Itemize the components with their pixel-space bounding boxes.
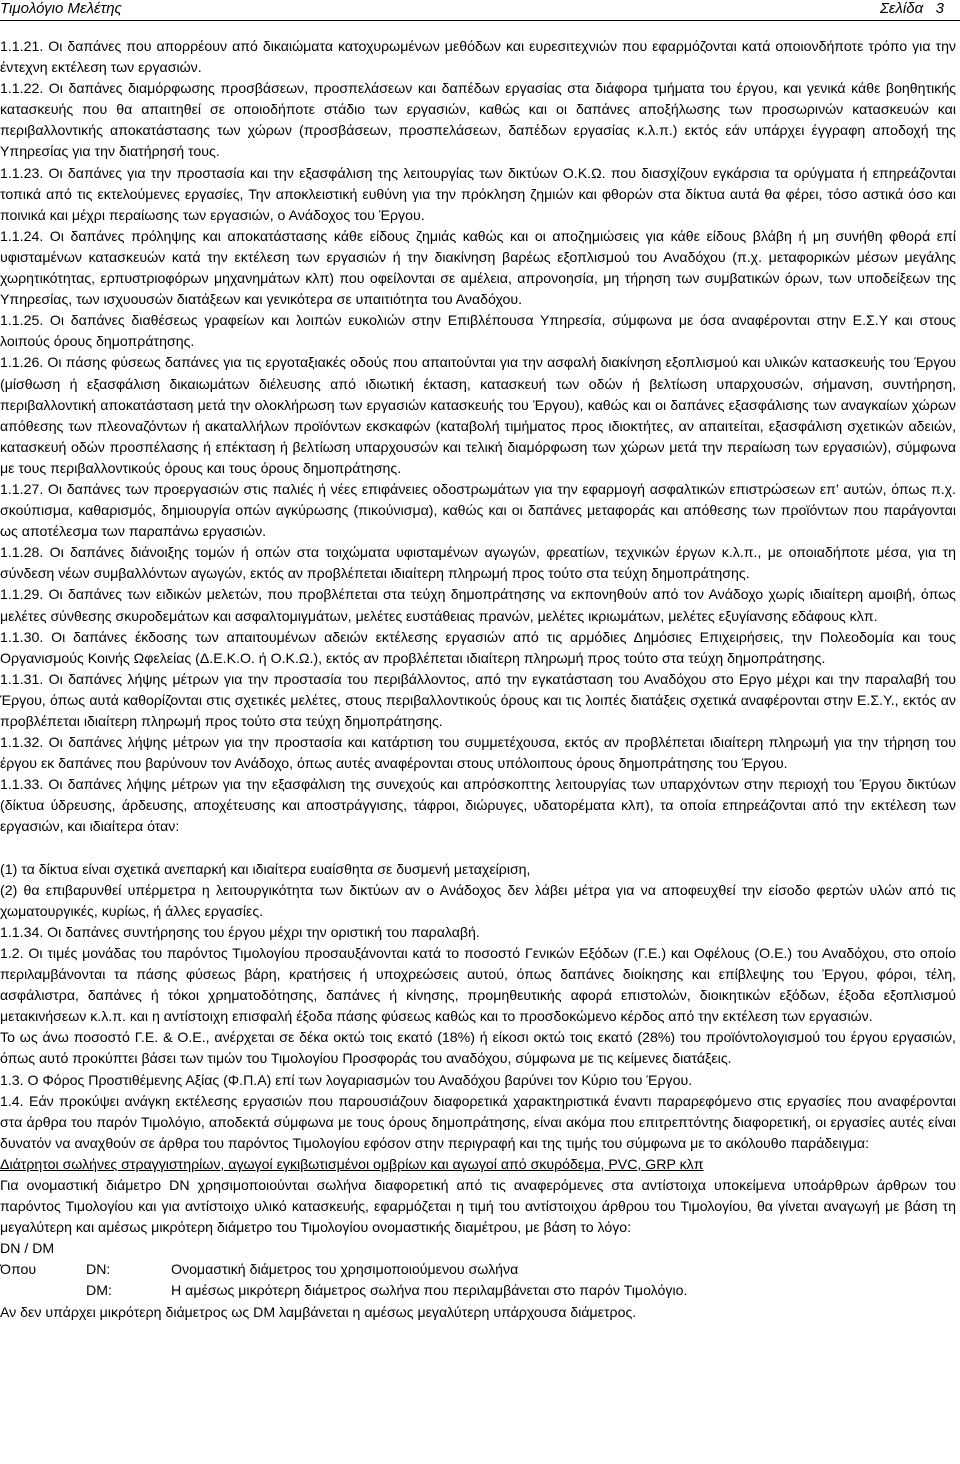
document-title: Τιμολόγιο Μελέτης [0, 0, 122, 17]
paragraph-1-3: 1.3. Ο Φόρος Προστιθέμενης Αξίας (Φ.Π.Α) επί των λογαριασμών του Αναδόχου βαρύνει τον Κύριο του Έργου. [0, 1071, 693, 1088]
paragraph-1-1-22: 1.1.22. Οι δαπάνες διαμόρφωσης προσβάσεων, προσπελάσεων και δαπέδων εργασίας στα διάφορα τμήματα του έργου, και γενικά κάθε βοηθητικής κατασκευής που θα απαιτηθεί σε οποιοδήποτε στάδιο των εργασιών, καθώς και οι δαπάνες αποξήλωσης των προσωρινών κατασκευών και περιβαλλοντικής αποκατάστασης των χώρων (προσβάσεων, προσπελάσεων, δαπέδων εργασίας κ.λ.π.) εκτός εάν υπάρχει έγγραφη αποδοχή της Υπηρεσίας για την διατήρησή τους. [0, 80, 956, 160]
example-heading [0, 1154, 956, 1175]
definition-symbol: DN: [86, 1261, 111, 1278]
example-body: Για ονομαστική διάμετρο DN χρησιμοποιούνται σωλήνα διαφορετική από τις αναφερόμενες στα αντίστοιχα υποκείμενα υποάρθρων άρθρων του παρόντος Τιμολογίου και για αντίστοιχο υλικό κατασκευής, εφαρμόζεται η τιμή του αντίστοιχου άρθρου του Τιμολογίου, θα γίνεται αναγωγή με βάση τη μεγαλύτερη και αμέσως μικρότερη διάμετρο του Τιμολογίου ονομαστικής διαμέτρου, με βάση το λόγο: [0, 1176, 956, 1236]
page-indicator [880, 0, 944, 18]
paragraph-1-1-21: 1.1.21. Οι δαπάνες που απορρέουν από δικαιώματα κατοχυρωμένων μεθόδων και ευρεσιτεχνιών που εφαρμόζονται κατά οποιονδήποτε τρόπο για την έντεχνη εκτέλεση των εργασιών. [0, 38, 956, 76]
paragraph-1-1-32: 1.1.32. Οι δαπάνες λήψης μέτρων για την προστασία και κατάρτιση του συμμετέχουσα, εκτός αν προβλέπεται ιδιαίτερη πληρωμή για την τήρηση του έργου εκ δαπάνες που βαρύνουν τον Ανάδοχο, όπως αυτές αναφέρονται στους υπόλοιπους όρους δημοπράτησης του Έργου. [0, 734, 956, 772]
paragraph-1-1-28: 1.1.28. Οι δαπάνες διάνοιξης τομών ή οπών στα τοιχώματα υφισταμένων αγωγών, φρεατίων, τεχνικών έργων κ.λ.π., με οποιαδήποτε μέσα, για τη σύνδεση νέων συμβαλλόντων αγωγών, εκτός αν προβλέπεται ιδιαίτερη πληρωμή προς τούτο στα τεύχη δημοπράτησης. [0, 544, 956, 582]
example-heading-text: Διάτρητοι σωλήνες στραγγιστηρίων, αγωγοί εγκιβωτισμένοι ομβρίων και αγωγοί από σκυρόδεμα, PVC, GRP κλπ [0, 1155, 704, 1172]
paragraph-1-1-31: 1.1.31. Οι δαπάνες λήψης μέτρων για την προστασία του περιβάλλοντος, από την εγκατάσταση του Αναδόχου στο Εργο μέχρι και την παραλαβή του Έργου, όπως αυτά καθορίζονται στις σχετικές μελέτες, στους περιβαλλοντικούς όρους και τις λοιπές διατάξεις σχετικά αναφέρονται στην Ε.Σ.Υ., εκτός αν προβλέπεται ιδιαίτερη πληρωμή προς τούτο στα τεύχη δημοπράτησης. [0, 670, 956, 729]
paragraph-1-1-34: 1.1.34. Οι δαπάνες συντήρησης του έργου μέχρι την οριστική του παραλαβή. [0, 923, 480, 940]
closing-sentence: Αν δεν υπάρχει μικρότερη διάμετρος ως DM λαμβάνεται η αμέσως μεγαλύτερη υπάρχουσα διάμετρος. [0, 1303, 637, 1320]
paragraph-1-1-29: 1.1.29. Οι δαπάνες των ειδικών μελετών, που προβλέπεται στα τεύχη δημοπράτησης να εκπονηθούν από τον Ανάδοχο χωρίς ιδιαίτερη αμοιβή, όπως μελέτες σύνθεσης σκυροδεμάτων και ασφαλτομιγμάτων, μελέτες ευστάθειας πρανών, μελέτες ικριωμάτων, μελέτες εξυγίανσης εδάφους κλπ. [0, 586, 956, 624]
paragraph-1-1-26: 1.1.26. Οι πάσης φύσεως δαπάνες για τις εργοταξιακές οδούς που απαιτούνται για την ασφαλή διακίνηση εξοπλισμού και υλικών κατασκευής του Έργου (μίσθωση ή εξασφάλιση δικαιωμάτων διέλευσης από ιδιωτική έκταση, κατασκευή των οδών ή βελτίωση υπαρχουσών, σήμανση, συντήρηση, περιβαλλοντική αποκατάσταση μετά την ολοκλήρωση των εργασιών κατασκευής του Έργου), καθώς και οι δαπάνες εξασφάλισης των αναγκαίων χώρων απόθεσης των πλεοναζόντων ή ακαταλλήλων προϊόντων εκσκαφών (καταβολή τιμήματος προς ιδιοκτήτες, αν απαιτείται, εξασφάλιση σχετικών αδειών, κατασκευή οδών προσπέλασης ή επέκταση ή βελτίωση υπαρχουσών και τελική διαμόρφωση των χώρων μετά την περαίωση των εργασιών), σύμφωνα με τους περιβαλλοντικούς όρους και τους όρους δημοπράτησης. [0, 354, 956, 476]
definition-prefix: Όπου [0, 1261, 37, 1278]
definition-row [0, 1280, 956, 1301]
document-body [0, 36, 956, 1323]
paragraph-1-4: 1.4. Εάν προκύψει ανάγκη εκτέλεσης εργασιών που παρουσιάζουν διαφορετικά χαρακτηριστικά έναντι παραρεφόμενο στις εργασίες που αναφέρονται στα άρθρα του παρόν Τιμολόγιο, αποδεκτά σύμφωνα με τους όρους δημοπράτησης, είναι ακόμα που επιτρεπτόντης διαφορετική, οι εργασίες αυτές είναι δυνατόν να αναχθούν σε άρθρα του παρόντος Τιμολογίου εφόσον στην περιγραφή και της τιμής του σύμφωνα με το ακόλουθο παράδειγμα: [0, 1092, 956, 1151]
page-label: Σελίδα [879, 0, 924, 17]
spacer [0, 838, 956, 859]
condition-2: (2) θα επιβαρυνθεί υπέρμετρα η λειτουργικότητα των δικτύων αν ο Ανάδοχος δεν λάβει μέτρα για να αποφευχθεί την είσοδο φερτών υλών από τις χωματουργικές, κυρίως, ή άλλες εργασίες. [0, 881, 956, 919]
paragraph-1-1-30: 1.1.30. Οι δαπάνες έκδοσης των απαιτουμένων αδειών εκτέλεσης εργασιών από τις αρμόδιες Δημόσιες Επιχειρήσεις, την Πολεοδομία και τους Οργανισμούς Κοινής Ωφελείας (Δ.Ε.Κ.Ο. ή Ο.Κ.Ω.), εκτός αν προβλέπεται ιδιαίτερη πληρωμή προς τούτο στα τεύχη δημοπράτησης. [0, 628, 956, 666]
condition-1: (1) τα δίκτυα είναι σχετικά ανεπαρκή και ιδιαίτερα ευαίσθητα σε δυσμενή μεταχείριση, [0, 860, 531, 877]
paragraph-1-2: 1.2. Οι τιμές μονάδας του παρόντος Τιμολογίου προσαυξάνονται κατά το ποσοστό Γενικών Εξόδων (Γ.Ε.) και Οφέλους (Ο.Ε.) του Αναδόχου, στο οποίο περιλαμβάνονται τα πάσης φύσεως βάρη, κρατήσεις ή υποχρεώσεις αυτού, όπως δαπάνες διοίκησης και επίβλεψης του Έργου, φόροι, τέλη, ασφάλιστρα, δαπάνες ή τόκοι χρηματοδότησης, δαπάνες ή κίνησης, προμηθευτικής αφορά επιστολών, διοικητικών εξόδων, έξοδα εξοπλισμού μετακινήσεων κ.λ.π. και η αντίστοιχη επισφαλή έξοδα πάσης φύσεως καθώς και το προσδοκώμενο κέρδος από την εκτέλεση των εργασιών. [0, 944, 956, 1025]
paragraph-1-1-27: 1.1.27. Οι δαπάνες των προεργασιών στις παλιές ή νέες επιφάνειες οδοστρωμάτων για την εφαρμογή ασφαλτικών επιστρώσεων επ’ αυτών, όπως π.χ. σκούπισμα, καθαρισμός, δημιουργία οπών αγκύρωσης (πικούνισμα), καθώς και οι δαπάνες μεταφοράς και απόθεσης των προϊόντων που παράγονται ως αποτέλεσμα των παραπάνω εργασιών. [0, 480, 956, 540]
paragraph-1-1-23: 1.1.23. Οι δαπάνες για την προστασία και την εξασφάλιση της λειτουργίας των δικτύων Ο.Κ.Ω. που διασχίζουν εγκάρσια τα ορύγματα ή επηρεάζονται τοπικά από τις εκτελούμενες εργασίες, Την αποκλειστική ευθύνη για την πρόκληση ζημιών και φθορών στα δίκτυα αυτά θα φέρει, τόσο αστικά όσο και ποινικά και μέχρι περαίωσης των εργασιών, ο Ανάδοχος του Έργου. [0, 164, 956, 223]
definition-row [0, 1259, 956, 1280]
page-number: 3 [935, 0, 944, 17]
definition-description: Η αμέσως μικρότερη διάμετρος σωλήνα που περιλαμβάνεται στο παρόν Τιμολόγιο. [171, 1282, 688, 1299]
paragraph-overhead-rate: Το ως άνω ποσοστό Γ.Ε. & Ο.Ε., ανέρχεται σε δέκα οκτώ τοις εκατό (18%) ή είκοσι οκτώ τοις εκατό (28%) του προϊόντολογισμού του έργου εργασιών, όπως αυτό προκύπτει βάσει των τιμών του Τιμολογίου Προσφοράς του αναδόχου, σύμφωνα με τις κείμενες διατάξεις. [0, 1029, 956, 1067]
paragraph-1-1-33: 1.1.33. Οι δαπάνες λήψης μέτρων για την εξασφάλιση της συνεχούς και απρόσκοπτης λειτουργίας των υπαρχόντων στην περιοχή του Έργου δικτύων (δίκτυα ύδρευσης, άρδευσης, αποχέτευσης και αποστράγγισης, τάφροι, διώρυγες, υδατορέματα κλπ), τα οποία επηρεάζονται από την εκτέλεση των εργασιών, και ιδιαίτερα όταν: [0, 776, 956, 835]
definition-symbol: DM: [86, 1282, 112, 1299]
formula: DN / DM [0, 1240, 55, 1257]
page-header [0, 0, 960, 21]
paragraph-1-1-24: 1.1.24. Οι δαπάνες πρόληψης και αποκατάστασης κάθε είδους ζημιάς καθώς και οι αποζημιώσεις για κάθε είδους βλάβη ή μη συνήθη φθορά επί υφισταμένων κατασκευών κατά την εκτέλεση των εργασιών ή την διακίνηση βαρέως εξοπλισμού του Αναδόχου (π.χ. μεταφορικών μέσων μεγάλης χωρητικότητας, ερπυστριοφόρων μηχανημάτων κλπ) που οφείλονται σε αμέλεια, απρονοησία, μη τήρηση των συμβατικών όρων, των υποδείξεων της Υπηρεσίας, των ισχυουσών διατάξεων και γενικότερα σε υπαιτιότητα του Αναδόχου. [0, 227, 956, 308]
paragraph-1-1-25: 1.1.25. Οι δαπάνες διαθέσεως γραφείων και λοιπών ευκολιών στην Επιβλέπουσα Υπηρεσία, σύμφωνα με όσα αναφέρονται στην Ε.Σ.Υ και στους λοιπούς όρους δημοπράτησης. [0, 312, 956, 350]
definition-description: Ονομαστική διάμετρος του χρησιμοποιούμενου σωλήνα [171, 1261, 519, 1278]
